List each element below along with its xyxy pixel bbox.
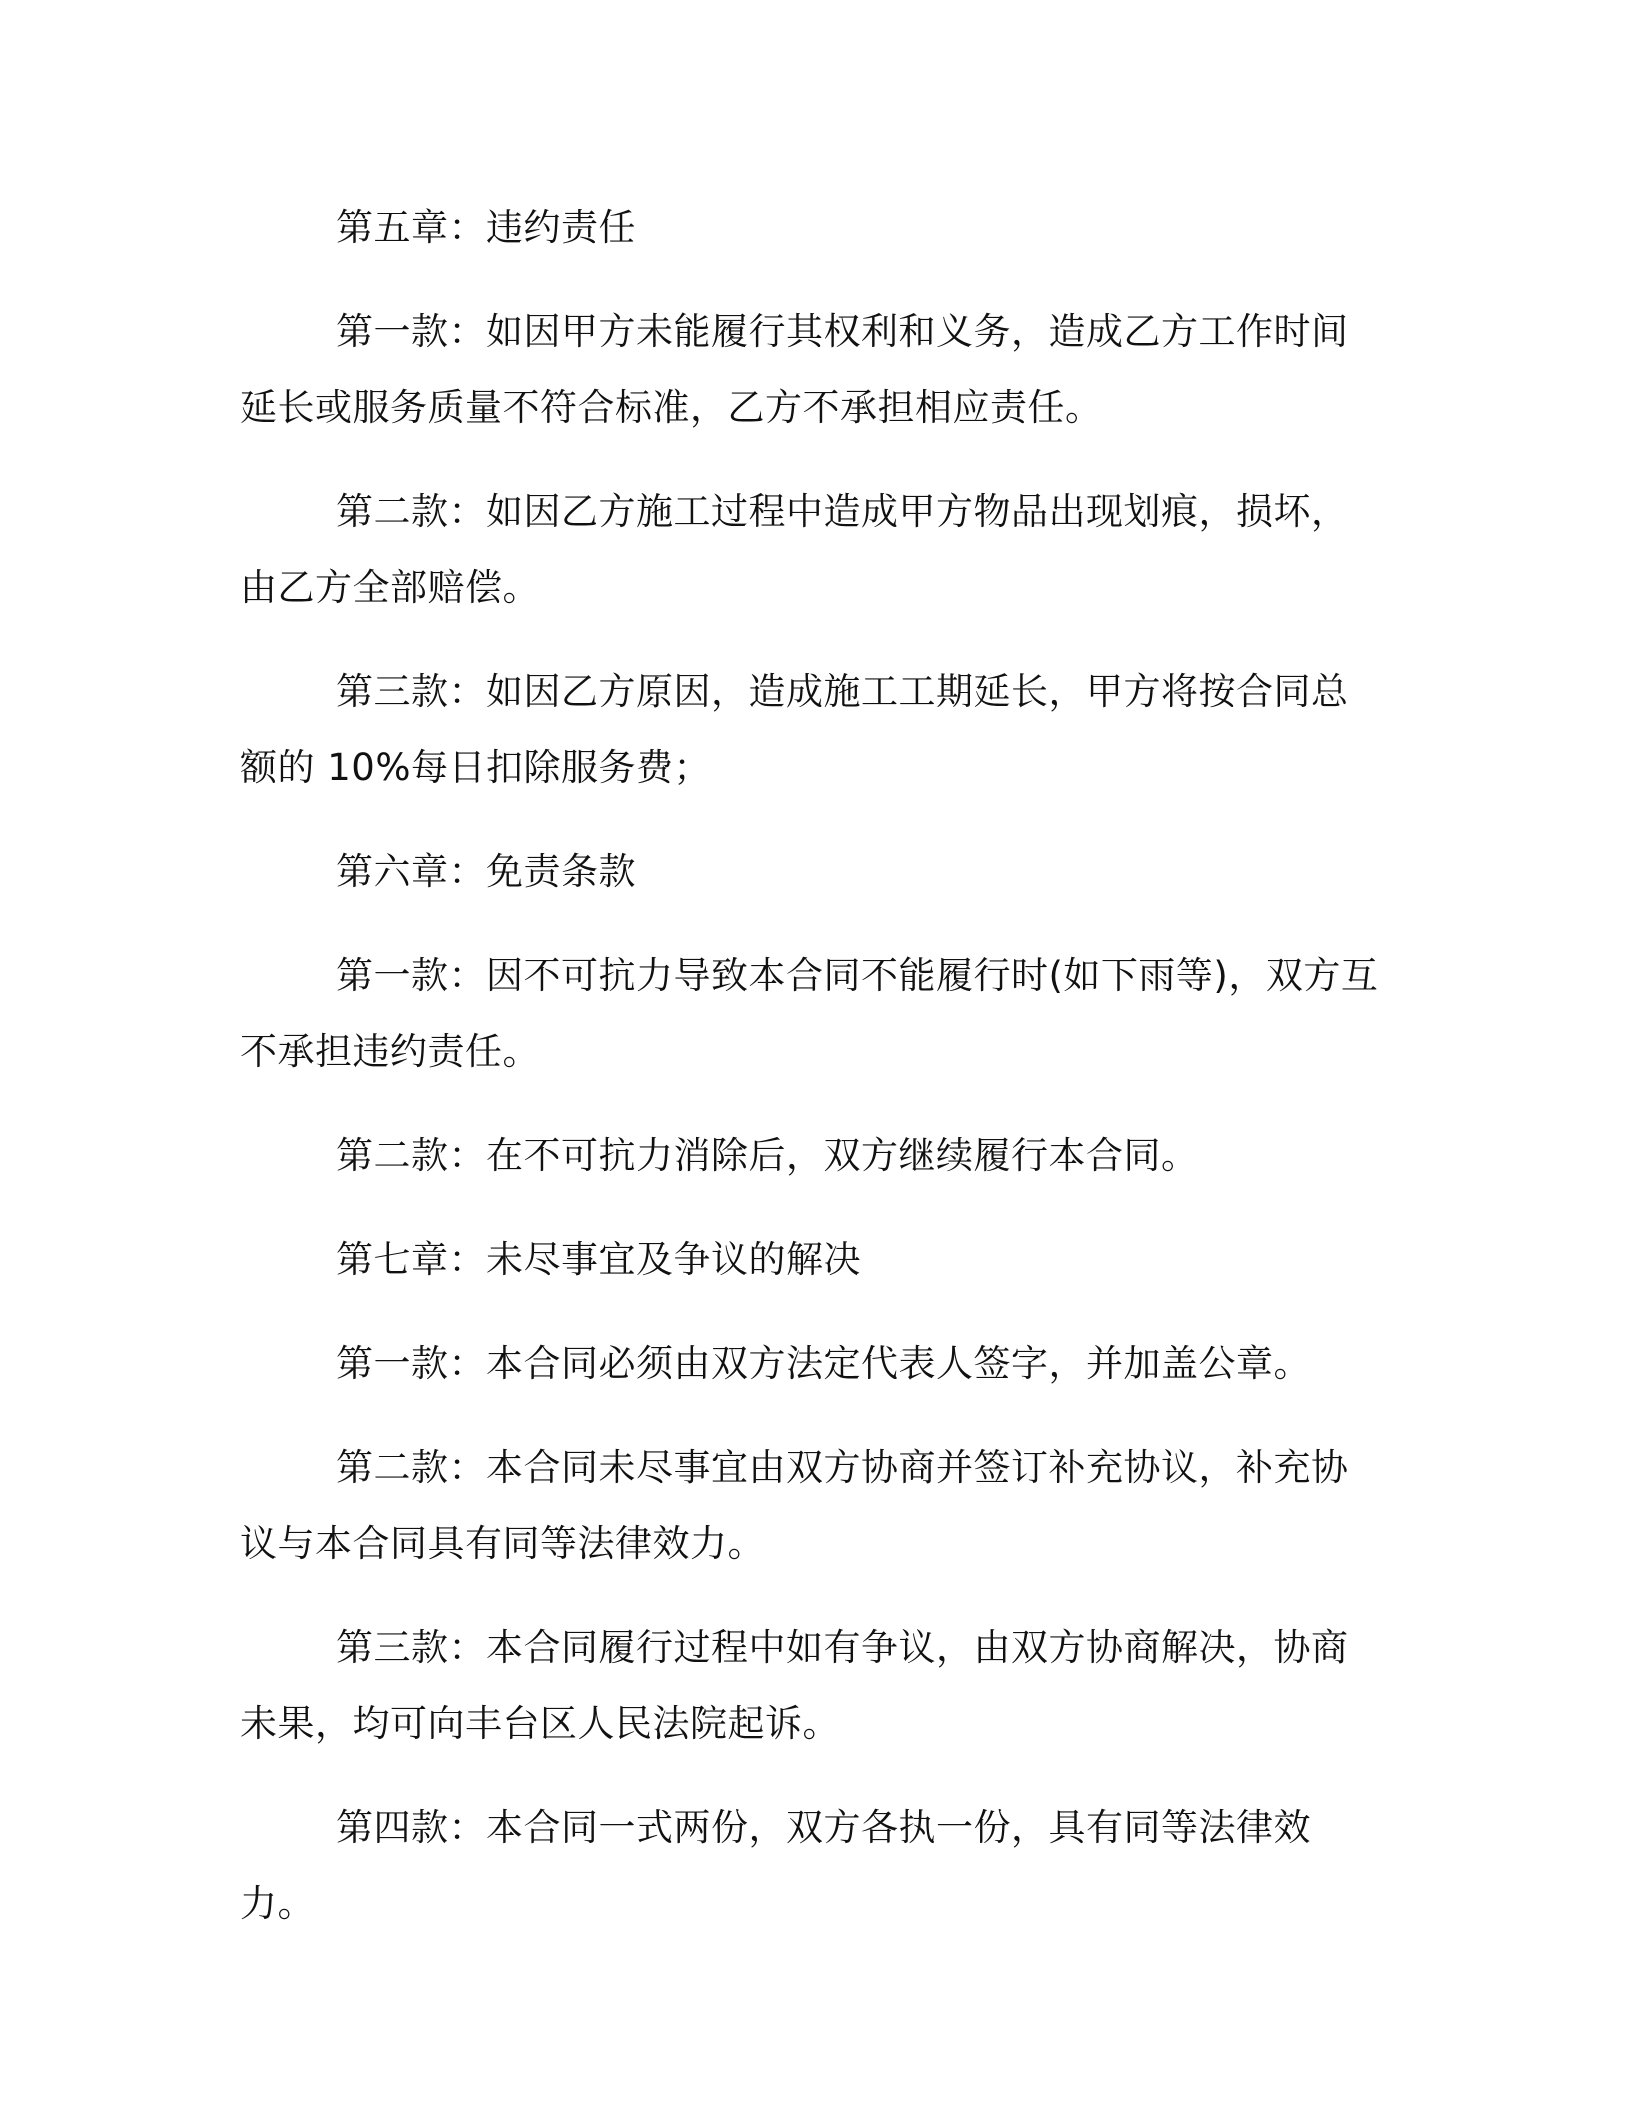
chapter-6-heading: 第六章：免责条款 [336, 850, 636, 893]
chapter-7-clause-3: 第三款：本合同履行过程中如有争议，由双方协商解决，协商未果，均可向丰台区人民法院起诉。 [240, 1626, 1349, 1745]
chapter-7-clause-4: 第四款：本合同一式两份，双方各执一份，具有同等法律效力。 [240, 1806, 1311, 1925]
chapter-5-heading: 第五章：违约责任 [336, 206, 636, 249]
chapter-6-clause-1: 第一款：因不可抗力导致本合同不能履行时(如下雨等)，双方互不承担违约责任。 [240, 954, 1379, 1073]
document-body [240, 190, 1380, 1970]
chapter-7-clause-2: 第二款：本合同未尽事宜由双方协商并签订补充协议，补充协议与本合同具有同等法律效力。 [240, 1446, 1349, 1565]
chapter-7-clause-1: 第一款：本合同必须由双方法定代表人签字，并加盖公章。 [336, 1342, 1311, 1385]
chapter-6-clause-2: 第二款：在不可抗力消除后，双方继续履行本合同。 [336, 1134, 1199, 1177]
chapter-5-clause-2: 第二款：如因乙方施工过程中造成甲方物品出现划痕，损坏，由乙方全部赔偿。 [240, 490, 1349, 609]
chapter-5-clause-3: 第三款：如因乙方原因，造成施工工期延长，甲方将按合同总额的 10%每日扣除服务费； [240, 670, 1349, 789]
chapter-7-heading: 第七章：未尽事宜及争议的解决 [336, 1238, 861, 1281]
chapter-5-clause-1: 第一款：如因甲方未能履行其权利和义务，造成乙方工作时间延长或服务质量不符合标准，乙方不承担相应责任。 [240, 310, 1349, 429]
